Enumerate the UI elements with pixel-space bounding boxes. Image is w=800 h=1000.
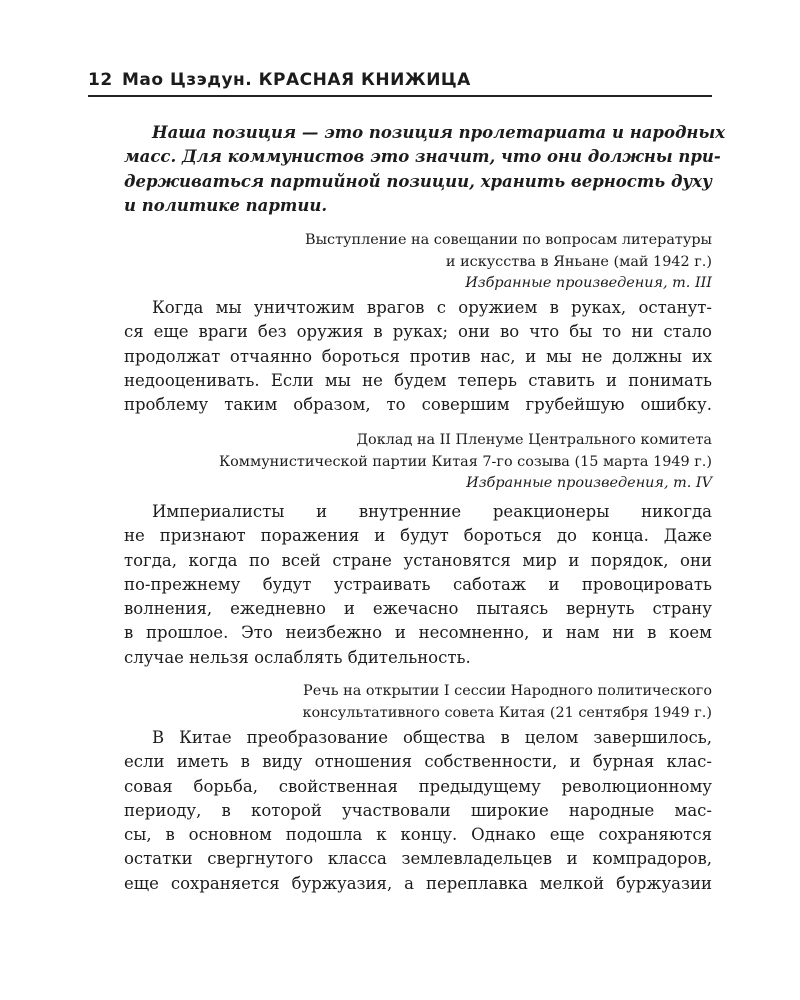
header-rule <box>88 95 712 97</box>
text-line: недооценивать. Если мы не будем теперь ставить и понимать <box>124 370 712 390</box>
source-line: Выступление на совещании по вопросам литературы <box>305 232 712 249</box>
text-line: Наша позиция — это позиция пролетариата и народных <box>152 123 726 142</box>
text-line: продолжат отчаянно бороться против нас, и мы не должны их <box>124 346 712 366</box>
text-block-4 <box>124 726 712 896</box>
text-line: тогда, когда по всей стране установятся мир и порядок, они <box>124 550 712 570</box>
text-line: в прошлое. Это неизбежно и несомненно, и нам ни в коем <box>124 623 712 643</box>
text-line: Когда мы уничтожим врагов с оружием в руках, останут- <box>152 298 712 317</box>
source-line: и искусства в Яньане (май 1942 г.) <box>445 253 712 270</box>
source-line-italic: Избранные произведения, т. III <box>465 275 712 292</box>
quote-block-2 <box>124 296 712 495</box>
running-title: Мао Цзэдун. КРАСНАЯ КНИЖИЦА <box>122 70 471 90</box>
source-line: Доклад на II Пленуме Центрального комитета <box>356 432 712 449</box>
text-line: остатки свергнутого класса землевладельцев и компрадоров, <box>124 849 712 869</box>
page-number: 12 <box>88 70 113 90</box>
text-line: совая борьба, свойственная предыдущему революционному <box>124 776 712 796</box>
text-line: держиваться партийной позиции, хранить верность духу <box>124 171 712 191</box>
text-line: случае нельзя ослаблять бдительность. <box>124 647 471 667</box>
text-line: масс. Для коммунистов это значит, что они должны при- <box>124 147 721 167</box>
text-line: периоду, в которой участвовали широкие народные мас- <box>124 800 712 820</box>
text-line: еще сохраняется буржуазия, а переплавка мелкой буржуазии <box>124 873 712 893</box>
quote-block-1 <box>124 121 726 295</box>
text-line: по-прежнему будут устраивать саботаж и провоцировать <box>124 574 712 594</box>
text-line: проблему таким образом, то совершим грубейшую ошибку. <box>124 395 712 415</box>
source-line: консультативного совета Китая (21 сентября 1949 г.) <box>302 704 712 721</box>
source-line: Коммунистической партии Китая 7-го созыва (15 марта 1949 г.) <box>219 453 712 470</box>
text-line: В Китае преобразование общества в целом завершилось, <box>152 728 712 747</box>
quote-block-3 <box>124 500 712 724</box>
text-line: и политике партии. <box>124 195 328 215</box>
text-line: волнения, ежедневно и ежечасно пытаясь вернуть страну <box>124 599 712 619</box>
text-line: если иметь в виду отношения собственности, и бурная клас- <box>124 752 712 772</box>
running-header <box>88 70 710 90</box>
text-line: Империалисты и внутренние реакционеры никогда <box>152 502 712 521</box>
text-line: сы, в основном подошла к концу. Однако еще сохраняются <box>124 825 712 845</box>
source-line: Речь на открытии I сессии Народного политического <box>303 683 712 700</box>
text-line: не признают поражения и будут бороться до конца. Даже <box>124 526 712 546</box>
text-line: ся еще враги без оружия в руках; они во что бы то ни стало <box>124 322 712 342</box>
source-line-italic: Избранные произведения, т. IV <box>466 475 712 492</box>
